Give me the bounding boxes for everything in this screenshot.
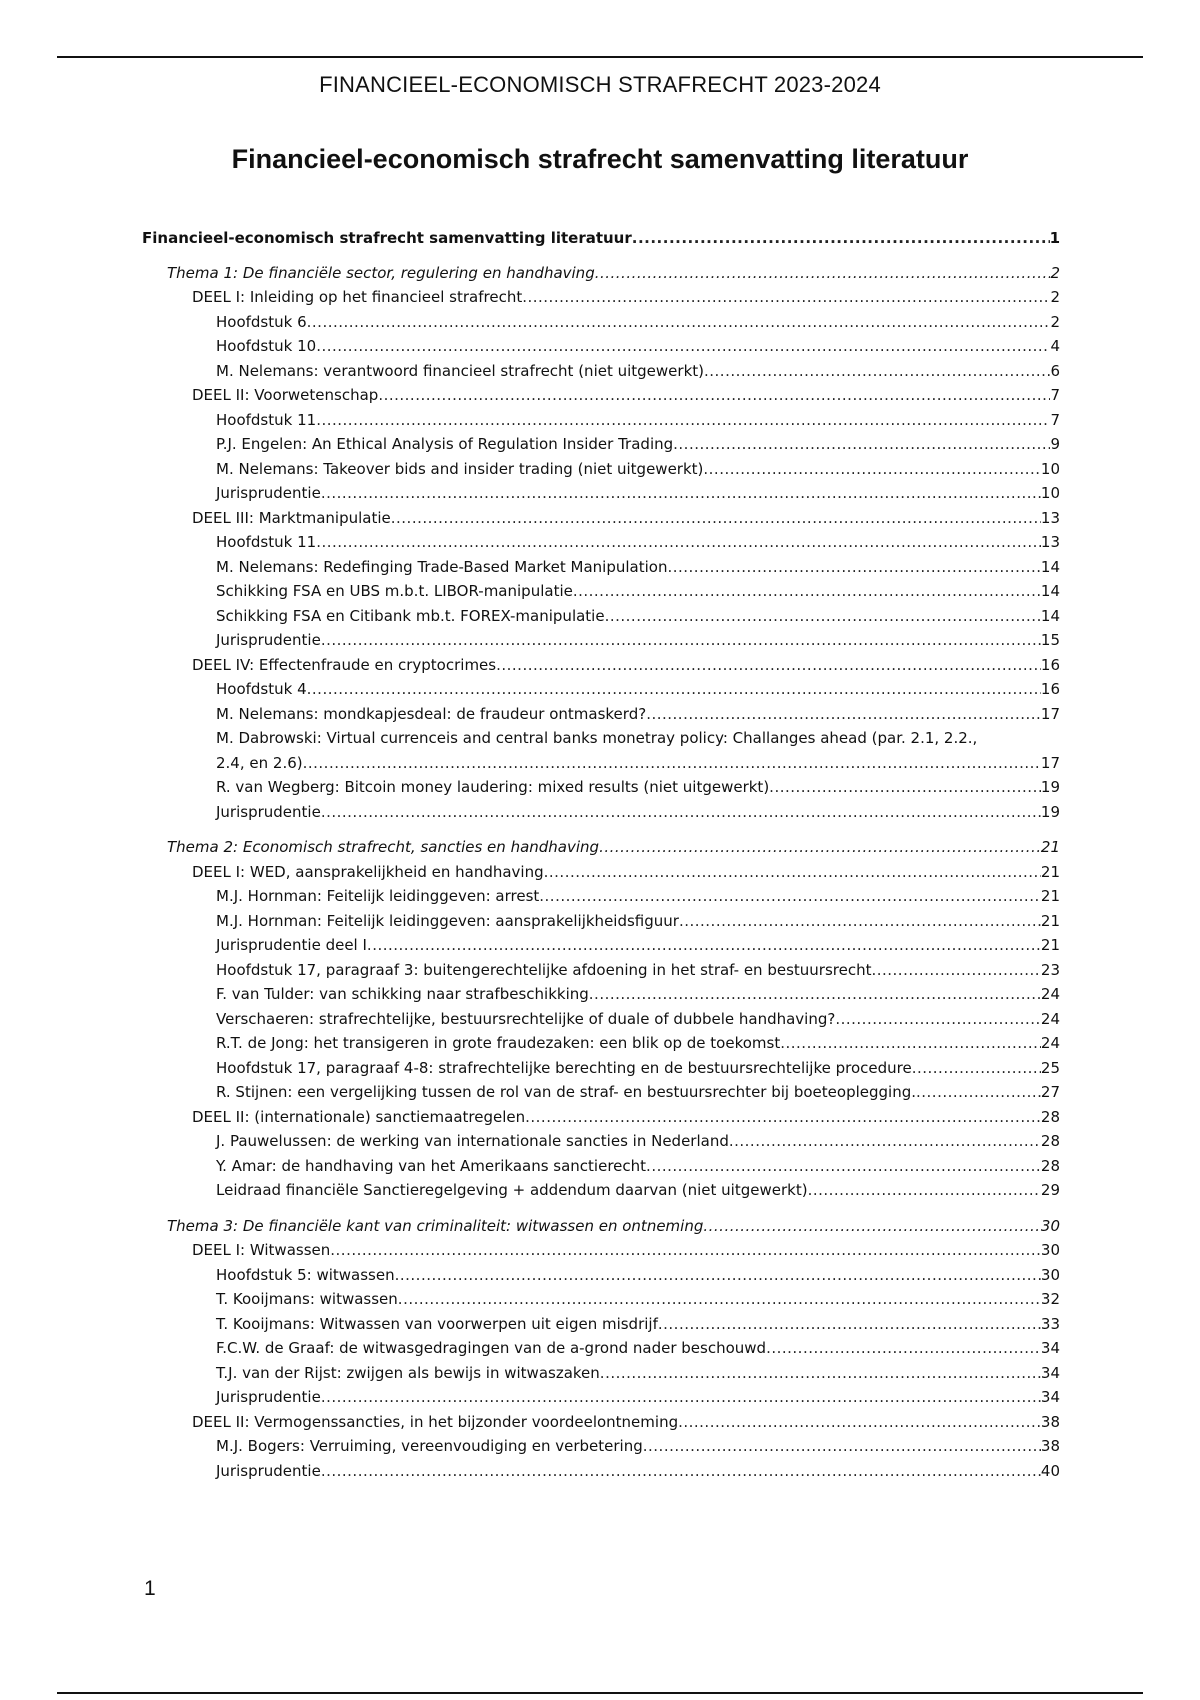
toc-entry[interactable]: M. Nelemans: verantwoord financieel strafrecht (niet uitgewerkt) ..... 6 [142,362,1060,387]
document-title: Financieel-economisch strafrecht samenvatting literatuur [231,144,969,174]
page-number: 1 [144,1577,156,1600]
toc-entry[interactable]: Jurisprudentie deel I ..... 21 [142,936,1060,961]
toc-entry-part[interactable]: DEEL II: Vermogenssancties, in het bijzonder voordeelontneming ..... 38 [142,1413,1060,1438]
toc-entry[interactable]: T. Kooijmans: witwassen ..... 32 [142,1290,1060,1315]
toc-entry[interactable]: R.T. de Jong: het transigeren in grote fraudezaken: een blik op de toekomst ..... 24 [142,1034,1060,1059]
toc-entry[interactable]: Hoofdstuk 11 ..... 7 [142,411,1060,436]
toc-entry[interactable]: Hoofdstuk 6 ..... 2 [142,313,1060,338]
toc-entry[interactable]: M.J. Hornman: Feitelijk leidinggeven: aansprakelijkheidsfiguur ..... 21 [142,912,1060,937]
toc-entry[interactable]: M. Nelemans: Redefinging Trade-Based Market Manipulation ..... 14 [142,558,1060,583]
toc-entry[interactable]: Hoofdstuk 5: witwassen ..... 30 [142,1266,1060,1291]
toc-entry[interactable]: Schikking FSA en Citibank mb.t. FOREX-manipulatie ..... 14 [142,607,1060,632]
toc-entry-part[interactable]: DEEL I: Witwassen ..... 30 [142,1241,1060,1266]
toc-entry[interactable]: F.C.W. de Graaf: de witwasgedragingen van de a-grond nader beschouwd ..... 34 [142,1339,1060,1364]
footer-rule [57,1692,1143,1694]
toc-entry[interactable]: M.J. Bogers: Verruiming, vereenvoudiging en verbetering ..... 38 [142,1437,1060,1462]
toc-entry[interactable]: Y. Amar: de handhaving van het Amerikaans sanctierecht ..... 28 [142,1157,1060,1182]
toc-entry[interactable]: Hoofdstuk 17, paragraaf 3: buitengerechtelijke afdoening in het straf- en bestuursrecht ..... 23 [142,961,1060,986]
table-of-contents [142,229,1060,1486]
toc-entry[interactable]: M. Nelemans: Takeover bids and insider trading (niet uitgewerkt) ..... 10 [142,460,1060,485]
toc-entry[interactable]: T.J. van der Rijst: zwijgen als bewijs in witwaszaken ..... 34 [142,1364,1060,1389]
toc-entry[interactable]: J. Pauwelussen: de werking van internationale sancties in Nederland ..... 28 [142,1132,1060,1157]
toc-entry[interactable]: M.J. Hornman: Feitelijk leidinggeven: arrest ..... 21 [142,887,1060,912]
toc-entry-wrapped-line[interactable]: M. Dabrowski: Virtual currenceis and central banks monetray policy: Challanges ahead (par. 2.1, 2.2., [216,729,978,747]
toc-entry-theme[interactable]: Thema 2: Economisch strafrecht, sancties en handhaving ..... 21 [142,838,1060,863]
toc-entry[interactable]: Hoofdstuk 17, paragraaf 4-8: strafrechtelijke berechting en de bestuursrechtelijke procedure ..... 25 [142,1059,1060,1084]
toc-entry[interactable]: R. van Wegberg: Bitcoin money laudering: mixed results (niet uitgewerkt) ..... 19 [142,778,1060,803]
toc-entry[interactable]: Hoofdstuk 10 ..... 4 [142,337,1060,362]
toc-entry[interactable]: Jurisprudentie ..... 19 [142,803,1060,828]
toc-entry[interactable]: 2.4, en 2.6) ..... 17 [142,754,1060,779]
toc-entry[interactable]: Hoofdstuk 4 ..... 16 [142,680,1060,705]
toc-entry[interactable]: Jurisprudentie ..... 15 [142,631,1060,656]
toc-entry[interactable]: Jurisprudentie ..... 34 [142,1388,1060,1413]
header-rule [57,56,1143,58]
toc-entry[interactable]: Jurisprudentie ..... 10 [142,484,1060,509]
toc-entry[interactable]: Verschaeren: strafrechtelijke, bestuursrechtelijke of duale of dubbele handhaving? ..... 24 [142,1010,1060,1035]
toc-entry[interactable]: M. Nelemans: mondkapjesdeal: de fraudeur ontmaskerd? ..... 17 [142,705,1060,730]
toc-entry-part[interactable]: DEEL II: Voorwetenschap ..... 7 [142,386,1060,411]
toc-entry-part[interactable]: DEEL II: (internationale) sanctiemaatregelen ..... 28 [142,1108,1060,1133]
toc-entry-theme[interactable]: Thema 3: De financiële kant van criminaliteit: witwassen en ontneming ..... 30 [142,1217,1060,1242]
toc-entry[interactable]: Hoofdstuk 11 ..... 13 [142,533,1060,558]
toc-entry[interactable]: Leidraad financiële Sanctieregelgeving + addendum daarvan (niet uitgewerkt) ..... 29 [142,1181,1060,1206]
toc-entry[interactable]: Financieel-economisch strafrecht samenvatting literatuur ..... 1 [142,229,1060,254]
running-header: FINANCIEEL-ECONOMISCH STRAFRECHT 2023-2024 [319,72,881,97]
toc-entry[interactable]: Schikking FSA en UBS m.b.t. LIBOR-manipulatie ..... 14 [142,582,1060,607]
toc-entry-part[interactable]: DEEL I: WED, aansprakelijkheid en handhaving ..... 21 [142,863,1060,888]
toc-entry-part[interactable]: DEEL I: Inleiding op het financieel strafrecht ..... 2 [142,288,1060,313]
toc-entry[interactable]: F. van Tulder: van schikking naar strafbeschikking ..... 24 [142,985,1060,1010]
toc-entry-part[interactable]: DEEL IV: Effectenfraude en cryptocrimes ..... 16 [142,656,1060,681]
toc-entry[interactable]: P.J. Engelen: An Ethical Analysis of Regulation Insider Trading ..... 9 [142,435,1060,460]
toc-entry-part[interactable]: DEEL III: Marktmanipulatie ..... 13 [142,509,1060,534]
toc-entry[interactable]: Jurisprudentie ..... 40 [142,1462,1060,1487]
toc-entry[interactable]: T. Kooijmans: Witwassen van voorwerpen uit eigen misdrijf ..... 33 [142,1315,1060,1340]
toc-entry[interactable]: R. Stijnen: een vergelijking tussen de rol van de straf- en bestuursrechter bij boeteoplegging. ..... 27 [142,1083,1060,1108]
toc-entry-theme[interactable]: Thema 1: De financiële sector, regulering en handhaving ..... 2 [142,264,1060,289]
